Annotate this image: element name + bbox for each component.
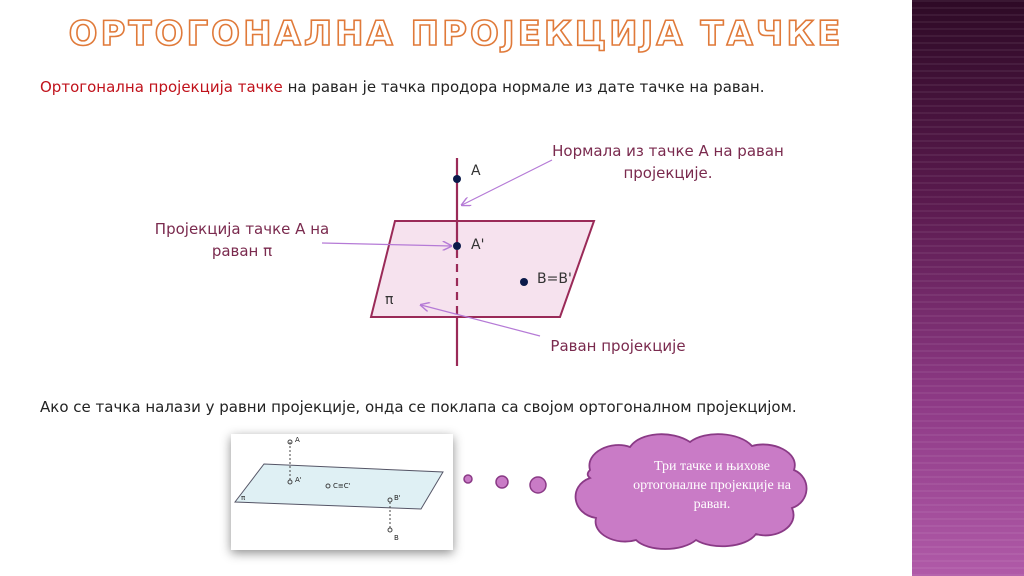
side-decoration-bar [912, 0, 1024, 576]
point-a [453, 175, 461, 183]
bubble-line1: Три тачке и њихове [654, 459, 770, 474]
bottom-statement: Ако се тачка налази у равни пројекције, онда се поклапа са својом ортогоналном пројекцијом. [40, 398, 797, 416]
example-label-pi: π [241, 494, 246, 502]
projection-plane [371, 221, 594, 317]
example-figure-drawing [231, 434, 453, 550]
point-a-projection [453, 242, 461, 250]
plane-symbol-label: π [385, 292, 394, 308]
point-b-label: B=B' [537, 271, 572, 287]
point-b [520, 278, 528, 286]
example-figure-image [231, 434, 453, 550]
example-label-b: B [394, 534, 399, 542]
thought-dot-small [464, 475, 472, 483]
projection-label-line1: Пројекција тачке A на [154, 220, 330, 238]
projection-label-line2: раван π [211, 242, 273, 260]
thought-dot-large [530, 477, 546, 493]
point-a-label: A [471, 163, 481, 179]
definition-rest: на раван је тачка продора нормале из дате тачке на раван. [282, 78, 765, 96]
point-a-proj-label: A' [471, 237, 485, 253]
plane-label: Раван пројекције [550, 337, 686, 355]
example-label-c: C≡C' [333, 482, 351, 490]
bubble-line3: раван. [693, 497, 731, 512]
slide-title: ОРТОГОНАЛНА ПРОЈЕКЦИЈА ТАЧКЕ [68, 14, 844, 54]
side-decoration-stripes [912, 0, 1024, 576]
example-label-b-proj: B' [394, 494, 401, 502]
bubble-text [592, 457, 832, 514]
thought-dot-medium [496, 476, 508, 488]
normal-label-line1: Нормала из тачке A на раван [552, 142, 784, 160]
definition-highlight: Ортогонална пројекција тачке [40, 78, 283, 96]
example-label-a-proj: A' [295, 476, 302, 484]
normal-label-line2: пројекције. [623, 164, 713, 182]
bubble-line2: ортогоналне пројекције на [633, 478, 791, 493]
example-label-a: A [295, 436, 300, 444]
